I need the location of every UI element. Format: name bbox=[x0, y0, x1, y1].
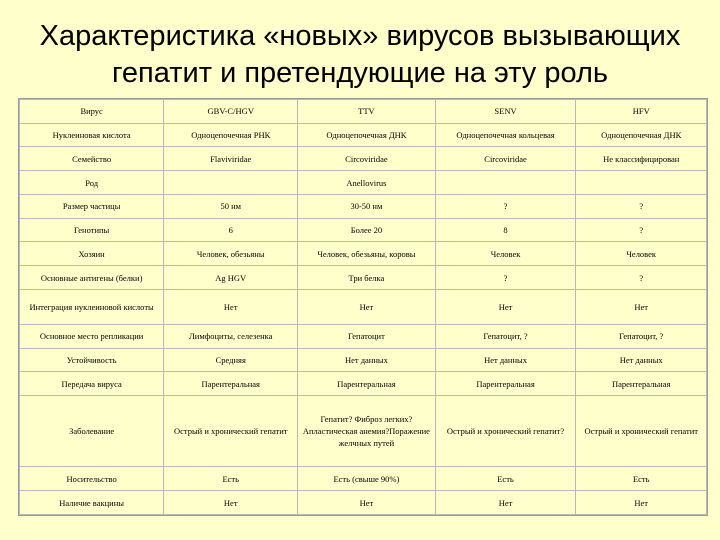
row-label-cell: Основное место репликации bbox=[20, 324, 164, 348]
table-cell: 8 bbox=[435, 218, 576, 242]
table-cell: Есть bbox=[164, 467, 298, 491]
table-cell: Три белка bbox=[298, 266, 435, 290]
table-header-row bbox=[20, 100, 707, 124]
table-row bbox=[20, 491, 707, 515]
table-cell: Нет bbox=[164, 491, 298, 515]
table-row bbox=[20, 123, 707, 147]
table-cell: Острый и хронический гепатит bbox=[164, 396, 298, 467]
column-header-cell: HFV bbox=[576, 100, 707, 124]
column-header-cell: TTV bbox=[298, 100, 435, 124]
row-label-cell: Наличие вакцины bbox=[20, 491, 164, 515]
table-cell: Есть (свыше 90%) bbox=[298, 467, 435, 491]
table-row bbox=[20, 171, 707, 195]
row-label-cell: Род bbox=[20, 171, 164, 195]
row-label-cell: Размер частицы bbox=[20, 194, 164, 218]
table-cell: Парентеральная bbox=[435, 372, 576, 396]
table-cell: Ag HGV bbox=[164, 266, 298, 290]
table-cell: ? bbox=[576, 218, 707, 242]
table-cell: Есть bbox=[576, 467, 707, 491]
table-row bbox=[20, 242, 707, 266]
row-label-cell: Интеграция нуклеиновой кислоты bbox=[20, 289, 164, 324]
table-cell bbox=[164, 171, 298, 195]
table-cell: ? bbox=[435, 194, 576, 218]
table-row bbox=[20, 348, 707, 372]
table-cell: Одноцепочечная кольцевая bbox=[435, 123, 576, 147]
table-cell: Парентеральная bbox=[576, 372, 707, 396]
table-cell: Нет данных bbox=[298, 348, 435, 372]
table-row bbox=[20, 372, 707, 396]
table-cell: Нет данных bbox=[576, 348, 707, 372]
row-label-cell: Заболевание bbox=[20, 396, 164, 467]
virus-comparison-table bbox=[18, 98, 708, 516]
row-label-cell: Генотипы bbox=[20, 218, 164, 242]
table-cell bbox=[435, 171, 576, 195]
table-cell: Лимфоциты, селезенка bbox=[164, 324, 298, 348]
table-cell: Парентеральная bbox=[298, 372, 435, 396]
column-header-cell: SENV bbox=[435, 100, 576, 124]
table-cell: ? bbox=[435, 266, 576, 290]
table-cell: ? bbox=[576, 266, 707, 290]
table-cell: Гепатоцит, ? bbox=[435, 324, 576, 348]
table-cell: Одноцепочечная РНК bbox=[164, 123, 298, 147]
table-cell: Есть bbox=[435, 467, 576, 491]
table-row bbox=[20, 467, 707, 491]
table-cell: Flaviviridae bbox=[164, 147, 298, 171]
table-cell: Человек, обезьяны bbox=[164, 242, 298, 266]
table-cell: Нет bbox=[298, 491, 435, 515]
row-label-cell: Семейство bbox=[20, 147, 164, 171]
table-cell: Человек bbox=[435, 242, 576, 266]
slide-title: Характеристика «новых» вирусов вызывающих гепатит и претендующие на эту роль bbox=[39, 20, 681, 89]
row-label-cell: Устойчивость bbox=[20, 348, 164, 372]
table-cell: Нет bbox=[435, 289, 576, 324]
table-cell: Circoviridae bbox=[298, 147, 435, 171]
table-cell: Нет данных bbox=[435, 348, 576, 372]
table-cell: Нет bbox=[435, 491, 576, 515]
table-cell: Anellovirus bbox=[298, 171, 435, 195]
table-cell: Парентеральная bbox=[164, 372, 298, 396]
table-cell: Нет bbox=[298, 289, 435, 324]
table-cell: Гепатит? Фиброз легких?Апластическая анемия?Поражение желчных путей bbox=[298, 396, 435, 467]
table-cell: 6 bbox=[164, 218, 298, 242]
table-cell: Более 20 bbox=[298, 218, 435, 242]
table-cell bbox=[576, 171, 707, 195]
row-label-cell: Вирус bbox=[20, 100, 164, 124]
column-header-cell: GBV-C/HGV bbox=[164, 100, 298, 124]
row-label-cell: Хозяин bbox=[20, 242, 164, 266]
table-row bbox=[20, 147, 707, 171]
table-cell: Не классифицирован bbox=[576, 147, 707, 171]
row-label-cell: Основные антигены (белки) bbox=[20, 266, 164, 290]
table-row bbox=[20, 396, 707, 467]
table-cell: Circoviridae bbox=[435, 147, 576, 171]
table-cell: 50 нм bbox=[164, 194, 298, 218]
row-label-cell: Передача вируса bbox=[20, 372, 164, 396]
table-cell: Человек, обезьяны, коровы bbox=[298, 242, 435, 266]
table-cell: Человек bbox=[576, 242, 707, 266]
table-cell: Одноцепочечная ДНК bbox=[298, 123, 435, 147]
table-row bbox=[20, 324, 707, 348]
table-row bbox=[20, 289, 707, 324]
table-cell: Нет bbox=[164, 289, 298, 324]
table-cell: Острый и хронический гепатит? bbox=[435, 396, 576, 467]
row-label-cell: Носительство bbox=[20, 467, 164, 491]
table-row bbox=[20, 218, 707, 242]
table-cell: Гепатоцит, ? bbox=[576, 324, 707, 348]
table-cell: Нет bbox=[576, 491, 707, 515]
table-row bbox=[20, 194, 707, 218]
table-cell: Острый и хронический гепатит bbox=[576, 396, 707, 467]
table-cell: Гепатоцит bbox=[298, 324, 435, 348]
table-cell: ? bbox=[576, 194, 707, 218]
table-cell: Одноцепочечная ДНК bbox=[576, 123, 707, 147]
table-cell: Нет bbox=[576, 289, 707, 324]
table-cell: 30-50 нм bbox=[298, 194, 435, 218]
table-row bbox=[20, 266, 707, 290]
table-cell: Средняя bbox=[164, 348, 298, 372]
row-label-cell: Нуклеиновая кислота bbox=[20, 123, 164, 147]
